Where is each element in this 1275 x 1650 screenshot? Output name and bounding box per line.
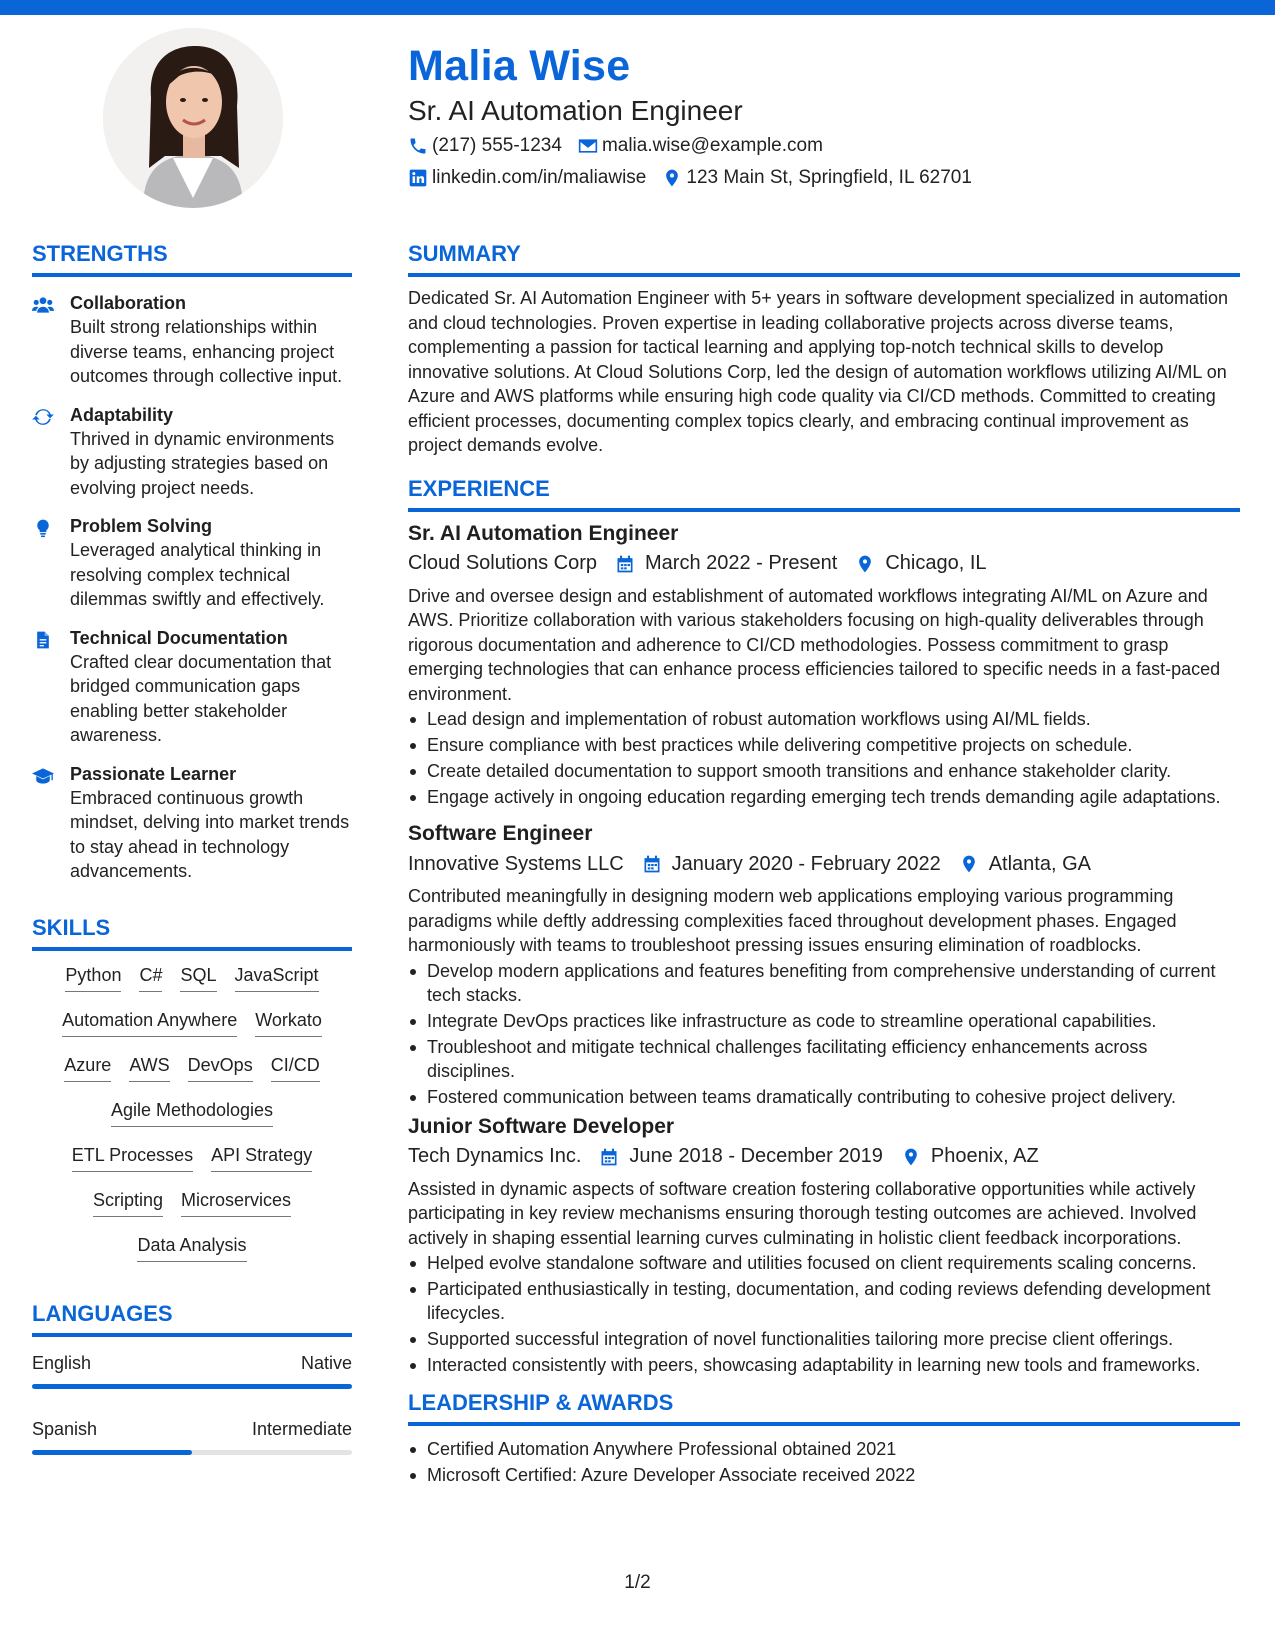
- job-title: Junior Software Developer: [408, 1114, 675, 1138]
- summary-heading: SUMMARY: [408, 241, 521, 266]
- job-dates: June 2018 - December 2019: [599, 1145, 883, 1168]
- strength-desc: Built strong relationships within diverse teams, enhancing project outcomes through collective input.: [70, 317, 343, 386]
- skill-tag: AWS: [129, 1053, 169, 1082]
- skill-tag: Data Analysis: [137, 1233, 246, 1262]
- summary-text: Dedicated Sr. AI Automation Engineer with 5+ years in software development specialized in automation and cloud technologies. Proven expertise in leading collaborative projects across diverse teams, complementing a passion for tactical learning and applying top-notch technical skills to develop innovative solutions. At Cloud Solutions Corp, led the design of automation workflows utilizing AI/ML on Azure and AWS platforms while ensuring high code quality via CI/CD methods. Committed to creating efficient processes, documenting complex topics clearly, and embracing continual improvement as project demands evolve.: [408, 288, 1228, 455]
- job-bullet: Troubleshoot and mitigate technical challenges facilitating efficiency enhancements across disciplines.: [408, 1035, 1240, 1083]
- experience-heading: EXPERIENCE: [408, 475, 550, 501]
- resume-header: [408, 40, 1238, 193]
- job-bullet: Develop modern applications and features benefiting from comprehensive understanding of current tech stacks.: [408, 959, 1240, 1007]
- job-bullet: Ensure compliance with best practices while delivering competitive projects on schedule.: [408, 733, 1240, 757]
- job-company: Tech Dynamics Inc.: [408, 1145, 582, 1167]
- language-proficiency-bar: [32, 1384, 352, 1389]
- strength-title: Adaptability: [70, 404, 174, 425]
- job-meta: [408, 548, 1240, 580]
- language-item: [32, 1351, 352, 1375]
- job-bullet: Supported successful integration of novel functionalities tailoring more precise client offerings.: [408, 1327, 1240, 1351]
- award-item: Microsoft Certified: Azure Developer Associate received 2022: [408, 1463, 1240, 1487]
- phone-text: (217) 555-1234: [432, 135, 562, 156]
- strengths-rule: [32, 273, 352, 277]
- language-proficiency-fill: [32, 1384, 352, 1389]
- strength-item: [32, 626, 352, 748]
- skill-tag: SQL: [180, 963, 216, 992]
- calendar-icon: [615, 554, 635, 574]
- page-number: 1/2: [624, 1572, 651, 1593]
- job-bullet: Participated enthusiastically in testing, documentation, and coding reviews defending development lifecycles.: [408, 1277, 1240, 1325]
- awards-rule: [408, 1422, 1240, 1426]
- contact-row-1: [408, 131, 1238, 161]
- skills-rule: [32, 947, 352, 951]
- job-bullet: Lead design and implementation of robust automation workflows using AI/ML fields.: [408, 707, 1240, 731]
- map-pin-icon: [855, 554, 875, 574]
- languages-heading: LANGUAGES: [32, 1300, 173, 1326]
- users-icon: [32, 295, 54, 315]
- language-proficiency-fill: [32, 1450, 192, 1455]
- language-proficiency-bar: [32, 1450, 352, 1455]
- skill-tag: JavaScript: [235, 963, 319, 992]
- job-description: Contributed meaningfully in designing modern web applications employing various programming paradigms while deftly addressing complexities faced throughout development phases. Engaged harmoniously with teams to troubleshoot pressing issues ensuring elimination of roadblocks.: [408, 886, 1177, 955]
- language-level: Intermediate: [251, 1418, 352, 1439]
- skill-tag: C#: [139, 963, 162, 992]
- strength-title: Technical Documentation: [70, 627, 288, 648]
- job-dates: January 2020 - February 2022: [642, 853, 941, 876]
- job-entry: [408, 520, 1240, 810]
- skill-row: [32, 1143, 352, 1188]
- linkedin-text: linkedin.com/in/maliawise: [432, 167, 647, 188]
- job-bullet: Helped evolve standalone software and utilities focused on client requirements scaling concerns.: [408, 1251, 1240, 1275]
- skill-tag: CI/CD: [271, 1053, 320, 1082]
- job-entry: [408, 1113, 1240, 1378]
- skill-tag: API Strategy: [211, 1143, 312, 1172]
- strength-title: Collaboration: [70, 293, 186, 313]
- job-location: Chicago, IL: [855, 552, 986, 575]
- job-title: Software Engineer: [408, 822, 593, 845]
- linkedin-contact[interactable]: [408, 167, 646, 189]
- skills-heading: SKILLS: [32, 914, 111, 940]
- skill-row: [32, 1008, 352, 1053]
- strengths-heading: STRENGTHS: [32, 241, 168, 266]
- strength-desc: Crafted clear documentation that bridged communication gaps enabling better stakeholder awareness.: [70, 651, 332, 745]
- skills-list: [32, 963, 352, 1278]
- graduation-cap-icon: [32, 766, 54, 786]
- right-column: [408, 240, 1240, 1489]
- summary-rule: [408, 273, 1240, 277]
- email-text: malia.wise@example.com: [601, 135, 823, 156]
- profile-photo: [103, 28, 283, 208]
- strength-desc: Thrived in dynamic environments by adjusting strategies based on evolving project needs.: [70, 428, 335, 498]
- job-description: Drive and oversee design and establishment of automated workflows integrating AI/ML on Azure and AWS. Prioritize collaboration with various stakeholders focusing on high-quality deliverables through rigorous documentation and adherence to CI/CD methodologies. Possess commitment to grasp emerging technologies that can enhance process efficiencies tailored to specific needs in a fast-paced environment.: [408, 585, 1221, 704]
- skill-tag: DevOps: [188, 1053, 253, 1082]
- language-name: Spanish: [32, 1418, 98, 1439]
- skill-tag: Automation Anywhere: [62, 1008, 237, 1037]
- job-company: Cloud Solutions Corp: [408, 552, 597, 574]
- candidate-name: Malia Wise: [408, 42, 631, 90]
- refresh-icon: [32, 407, 54, 427]
- top-accent-bar: [0, 0, 1275, 15]
- address-contact: [662, 167, 972, 189]
- map-pin-icon: [662, 168, 682, 188]
- envelope-icon: [578, 136, 598, 156]
- skill-tag: Python: [65, 963, 121, 992]
- email-contact[interactable]: [578, 135, 823, 157]
- awards-list: [408, 1437, 1240, 1487]
- job-dates: March 2022 - Present: [615, 552, 837, 575]
- strength-title: Passionate Learner: [70, 763, 237, 784]
- job-location: Atlanta, GA: [959, 853, 1091, 876]
- job-bullets: [408, 707, 1240, 809]
- awards-heading: LEADERSHIP & AWARDS: [408, 1390, 674, 1415]
- skill-row: [32, 1098, 352, 1143]
- skill-row: [32, 1188, 352, 1233]
- phone-contact[interactable]: [408, 135, 562, 157]
- language-item: [32, 1417, 352, 1441]
- job-title: Sr. AI Automation Engineer: [408, 521, 679, 545]
- language-name: English: [32, 1352, 92, 1373]
- skill-row: [32, 1233, 352, 1278]
- phone-icon: [408, 136, 428, 156]
- experience-rule: [408, 508, 1240, 512]
- skill-tag: Workato: [255, 1008, 322, 1037]
- language-list: [32, 1351, 352, 1455]
- job-company: Innovative Systems LLC: [408, 852, 624, 875]
- job-bullet: Fostered communication between teams dramatically contributing to cohesive project delivery.: [408, 1085, 1240, 1109]
- candidate-title: Sr. AI Automation Engineer: [408, 95, 743, 126]
- map-pin-icon: [901, 1147, 921, 1167]
- award-item: Certified Automation Anywhere Professional obtained 2021: [408, 1437, 1240, 1461]
- strength-item: [32, 514, 352, 612]
- map-pin-icon: [959, 854, 979, 874]
- job-bullet: Engage actively in ongoing education regarding emerging tech trends demanding agile adaptations.: [408, 785, 1240, 809]
- strength-desc: Leveraged analytical thinking in resolving complex technical dilemmas swiftly and effectively.: [70, 540, 325, 609]
- skill-tag: Agile Methodologies: [111, 1098, 273, 1127]
- job-bullets: [408, 1251, 1240, 1377]
- calendar-icon: [599, 1147, 619, 1167]
- contact-row-2: [408, 163, 1238, 193]
- linkedin-icon: [408, 168, 428, 188]
- left-column: [32, 240, 352, 1483]
- calendar-icon: [642, 854, 662, 874]
- job-location: Phoenix, AZ: [901, 1145, 1039, 1168]
- skill-row: [32, 1053, 352, 1098]
- address-text: 123 Main St, Springfield, IL 62701: [686, 167, 972, 188]
- strength-item: [32, 291, 352, 389]
- document-icon: [32, 630, 54, 650]
- skill-row: [32, 963, 352, 1008]
- skill-tag: ETL Processes: [72, 1143, 193, 1172]
- skill-tag: Microservices: [181, 1188, 291, 1217]
- job-description: Assisted in dynamic aspects of software creation fostering collaborative opportunities while actively participating in key review mechanisms ensuring thorough testing outcomes are achieved. Involved actively in shaping essential learning curves culminating in holistic client feedback incorporations.: [408, 1178, 1197, 1248]
- strength-title: Problem Solving: [70, 516, 213, 536]
- language-level: Native: [300, 1352, 352, 1373]
- job-bullet: Create detailed documentation to support smooth transitions and enhance stakeholder clarity.: [408, 759, 1240, 783]
- skill-tag: Scripting: [93, 1188, 163, 1217]
- lightbulb-icon: [32, 518, 54, 538]
- strength-item: [32, 762, 352, 884]
- job-meta: [408, 1141, 1240, 1173]
- strength-item: [32, 403, 352, 501]
- job-meta: [408, 848, 1240, 880]
- job-bullet: Interacted consistently with peers, showcasing adaptability in learning new tools and frameworks.: [408, 1353, 1240, 1377]
- strength-desc: Embraced continuous growth mindset, delving into market trends to stay ahead in technology advancements.: [70, 787, 350, 881]
- job-bullet: Integrate DevOps practices like infrastructure as code to streamline operational capabilities.: [408, 1009, 1240, 1033]
- job-bullets: [408, 959, 1240, 1109]
- job-entry: [408, 820, 1240, 1109]
- languages-rule: [32, 1333, 352, 1337]
- skill-tag: Azure: [64, 1053, 111, 1082]
